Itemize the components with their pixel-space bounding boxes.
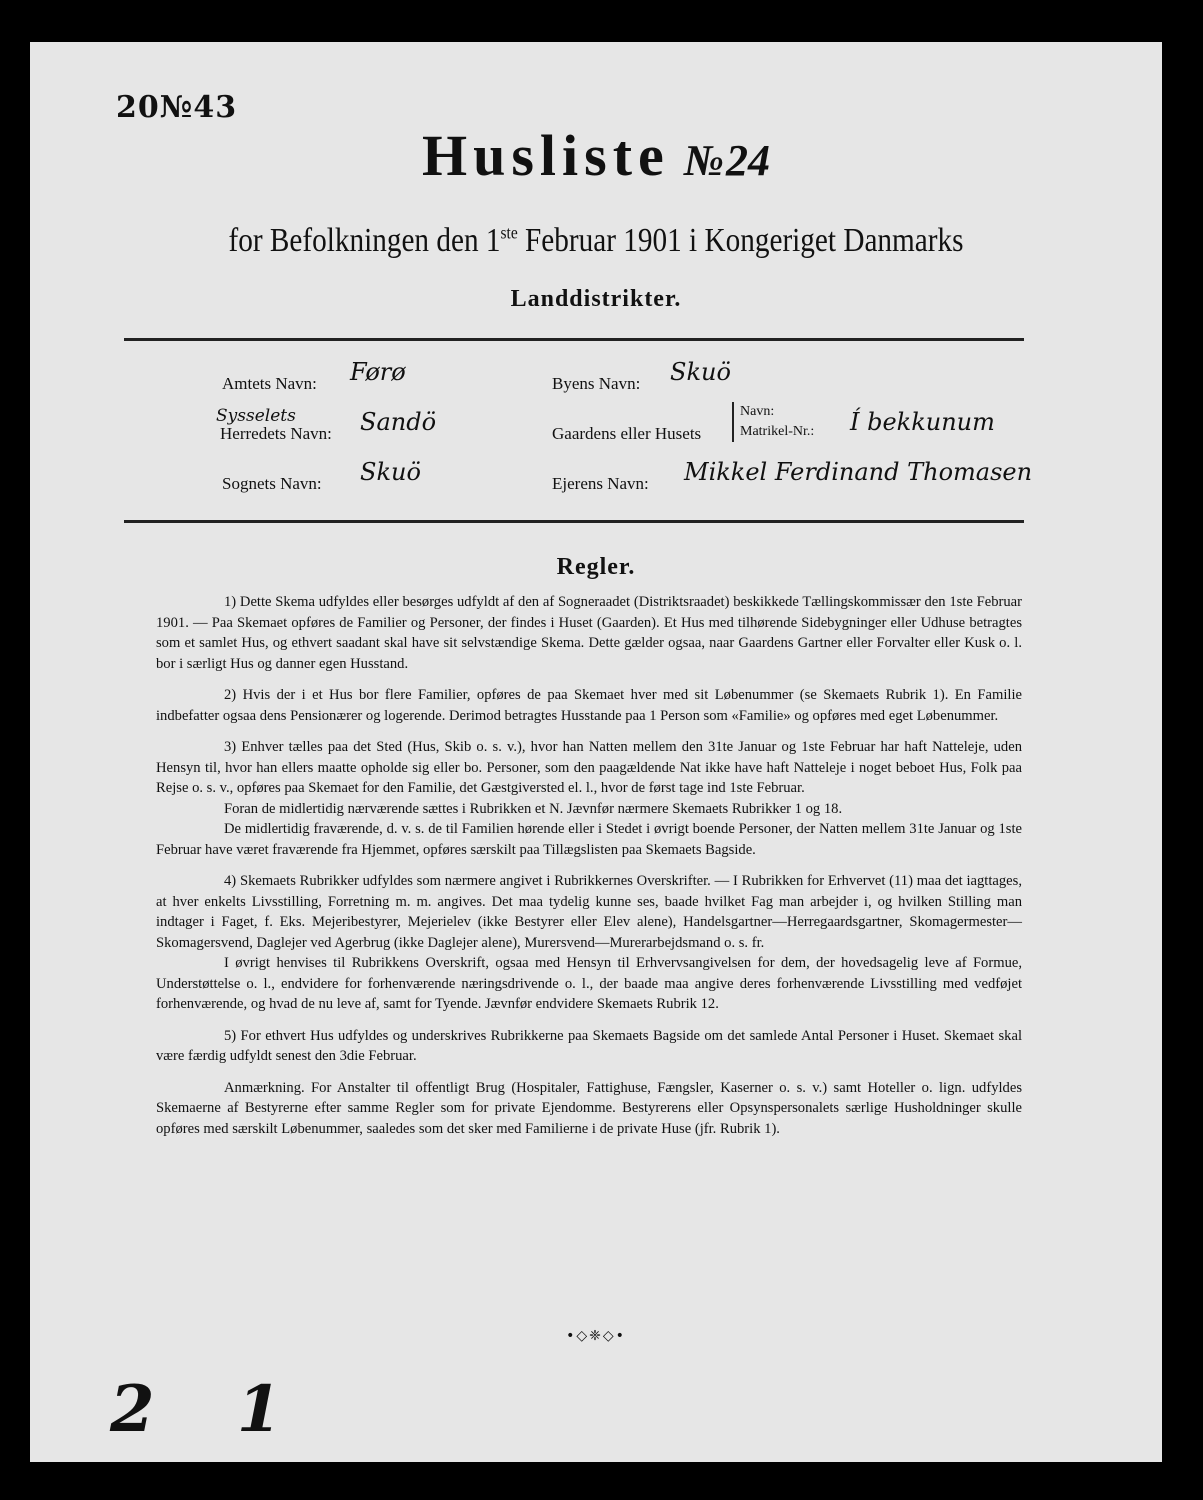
subtitle-sup: ste bbox=[500, 222, 518, 243]
subtitle-pre: for Befolkningen den 1 bbox=[228, 222, 501, 259]
rule-remark: Anmærkning. For Anstalter til offentligt Brug (Hospitaler, Fattighuse, Fængsler, Kaserner o. s. v.) samt Hoteller o. lign. udfyldes Skemaerne af Bestyrerne efter samme Regler som for private Ejendomme. Bestyrerens eller Opsynspersonalets særlige Husholdninger skulle opføres med særskilt Løbenummer, saaledes som det sker med Familierne i de private Huse (jfr. Rubrik 1). bbox=[156, 1079, 1022, 1137]
rules-body bbox=[156, 592, 1022, 1150]
sogn-label: Sognets Navn: bbox=[222, 474, 322, 493]
ejer-label: Ejerens Navn: bbox=[552, 474, 649, 493]
rule-4-note: I øvrigt henvises til Rubrikkens Overskrift, ogsaa med Hensyn til Erhvervsangivelsen for dem, der hovedsagelig leve af Formue, Understøttelse o. l., endvidere for forhenværende næringsdrivende o. l., der baade maa angive deres forhenværende Livsstilling med vedføjet forhenværende, og hvad de nu leve af, samt for Tyende. Jævnfør endvidere Skemaets Rubrik 12. bbox=[156, 955, 1022, 1012]
rules-title: Regler. bbox=[556, 554, 636, 580]
gaard-label: Gaardens eller Husets bbox=[552, 424, 702, 443]
form-subtitle bbox=[109, 222, 1083, 260]
rule-4: 4) Skemaets Rubrikker udfyldes som nærmere angivet i Rubrikkernes Overskrifter. — I Rubrikken for Erhvervet (11) maa det iagttages, at hver enkelts Livsstilling, Forretning m. m. angives. Det maa tydelig kunne ses, baade hvilket Fag man arbejder i, og hvilken Stilling man indtager i Faget, f. Eks. Mejeribestyrer, Mejerielev (ikke Bestyrer eller Elev alene), Handelsgartner—Herregaardsgartner, Skomagermester—Skomagersvend, Daglejer ved Agerbrug (ikke Daglejer alene), Murersvend—Murerarbejdsmand o. s. fr. bbox=[156, 873, 1022, 951]
sogn-value: Skuö bbox=[360, 458, 421, 486]
ornament-divider: •◇❈◇• bbox=[566, 1328, 626, 1344]
herred-label: Herredets Navn: bbox=[220, 424, 332, 443]
house-number: 24 bbox=[726, 136, 771, 185]
rule-3: 3) Enhver tælles paa det Sted (Hus, Skib o. s. v.), hvor han Natten mellem den 31te Januar og 1ste Februar har haft Natteleje, uden Hensyn til, hvor han ellers maatte opholde sig eller bo. Personer, som den paagældende Nat ikke have haft Natteleje i noget beboet Hus, Folk paa Rejse o. s. v., opføres paa Skemaet for den Familie, det Gæstgiversted el. l., hvor de først tage ind 1ste Februar. bbox=[156, 739, 1022, 796]
top-divider bbox=[124, 338, 1024, 341]
amt-label: Amtets Navn: bbox=[222, 374, 317, 393]
gaard-value: Í bekkunum bbox=[850, 408, 995, 436]
number-prefix: № bbox=[683, 136, 725, 185]
title-text: Husliste bbox=[421, 123, 670, 188]
gaard-matr-label: Matrikel-Nr.: bbox=[740, 424, 815, 439]
gaard-navn-label: Navn: bbox=[740, 404, 775, 419]
district-heading: Landdistrikter. bbox=[510, 286, 682, 312]
herred-overwrite: Sysselets bbox=[216, 406, 296, 426]
bottom-divider bbox=[124, 520, 1024, 523]
rule-5: 5) For ethvert Hus udfyldes og underskrives Rubrikkerne paa Skemaets Bagside om det samlede Antal Personer i Huset. Skemaet skal være færdig udfyldt senest den 3die Februar. bbox=[156, 1027, 1022, 1064]
by-value: Skuö bbox=[670, 358, 731, 386]
rule-2: 2) Hvis der i et Hus bor flere Familier, opføres de paa Skemaet hver med sit Løbenummer (se Skemaets Rubrik 1). En Familie indbefatter ogsaa dens Pensionærer og logerende. Derimod betragtes Husstande paa 1 Person som «Familie» og opføres med eget Løbenummer. bbox=[156, 687, 1022, 724]
subtitle-post: Februar 1901 i Kongeriget Danmarks bbox=[517, 222, 964, 259]
form-title bbox=[30, 122, 1162, 189]
census-form-page bbox=[30, 42, 1162, 1462]
rule-1: 1) Dette Skema udfyldes eller besørges udfyldt af den af Sogneraadet (Distriktsraadet) beskikkede Tællingskommissær den 1ste Februar 1901. — Paa Skemaet opføres de Familier og Personer, der findes i Huset (Gaarden). Et Hus med tilhørende Sidebygninger eller Udhuse betragtes som et samlet Hus, og ethvert saadant skal have sit selvstændige Skema. Dette gælder ogsaa, naar Gaardens Gartner eller Forvalter eller Kusk o. l. bor i særligt Hus og danner egen Husstand. bbox=[156, 594, 1022, 672]
herred-value: Sandö bbox=[360, 408, 437, 436]
rule-3-note-a: Foran de midlertidig nærværende sættes i Rubrikken et N. Jævnfør nærmere Skemaets Rubrikker 1 og 18. bbox=[224, 800, 843, 817]
by-label: Byens Navn: bbox=[552, 374, 641, 393]
rule-3-note-b: De midlertidig fraværende, d. v. s. de til Familien hørende eller i Stedet i øvrigt boende Personer, der Natten mellem 31te Januar og 1ste Februar have været fraværende fra Hjemmet, opføres særskilt paa Tillægslisten paa Skemaets Bagside. bbox=[156, 821, 1022, 858]
amt-value: Førø bbox=[350, 358, 406, 386]
archive-stamp: 20№43 bbox=[116, 90, 238, 125]
handwritten-note: 2 1 bbox=[110, 1372, 312, 1447]
ejer-value: Mikkel Ferdinand Thomasen bbox=[684, 458, 1033, 486]
gaard-brace bbox=[732, 402, 814, 442]
